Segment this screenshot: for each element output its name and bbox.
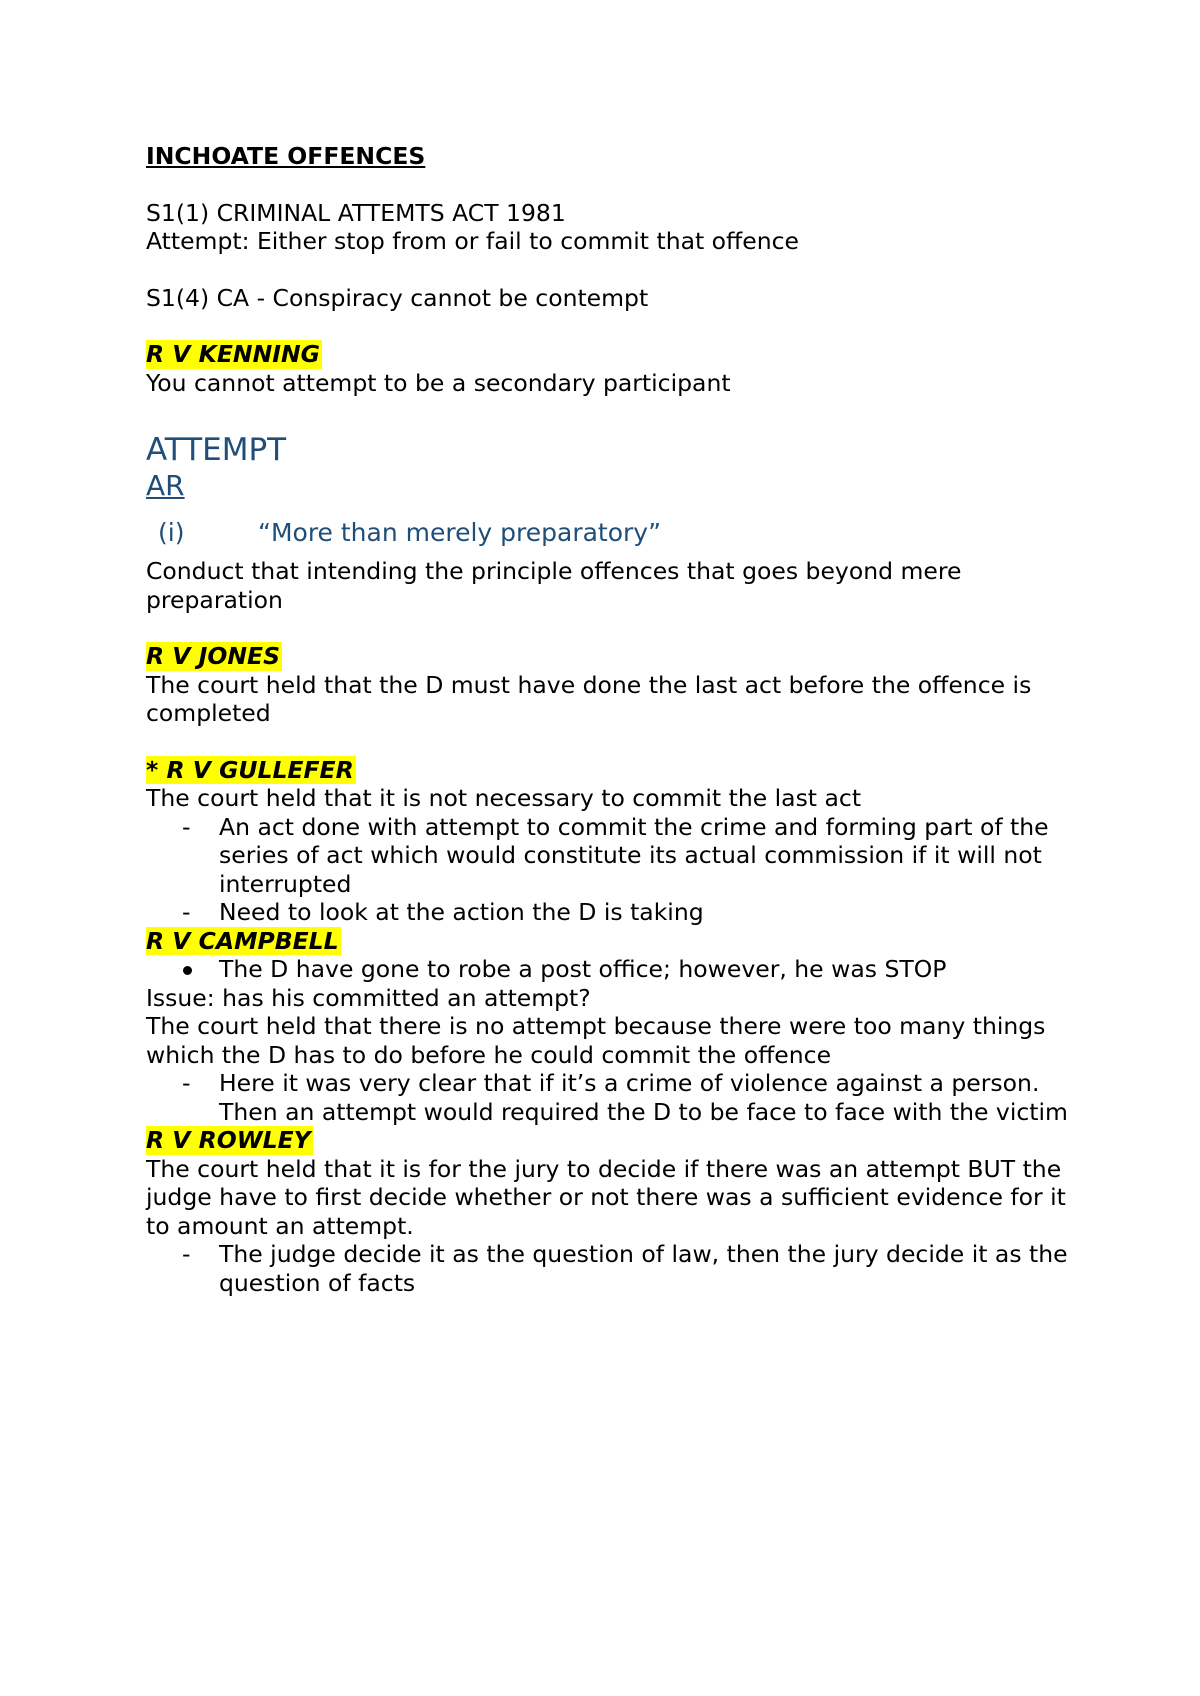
list-item-text: An act done with attempt to commit the crime and forming part of the series of act which would constitute its actual commission if it will not interrupted (219, 812, 1049, 898)
dash-icon: - (182, 1069, 191, 1097)
case-name-jones: R V JONES (146, 642, 281, 670)
dash-icon: - (182, 1240, 191, 1268)
list-item (146, 955, 1076, 984)
conspiracy-note: S1(4) CA - Conspiracy cannot be contempt (146, 283, 649, 312)
dash-icon: - (182, 812, 191, 841)
rowley-dash-list (146, 1240, 1076, 1297)
gullefer-bullet-list (146, 813, 1076, 927)
list-item-text: Need to look at the action the D is taking (219, 898, 704, 926)
heading-ar: AR (146, 469, 185, 502)
gullefer-text: The court held that it is not necessary to commit the last act (146, 784, 862, 812)
rowley-text: The court held that it is for the jury to decide if there was an attempt BUT the judge have to first decide whether or not there was a sufficient evidence for it to amount an attempt. (146, 1154, 1066, 1240)
sub-heading-preparatory (146, 517, 1076, 549)
list-item-text: The judge decide it as the question of law, then the jury decide it as the question of facts (219, 1240, 1068, 1297)
campbell-text: The court held that there is no attempt because there were too many things which the D has to do before he could commit the offence (146, 1012, 1046, 1069)
kenning-text: You cannot attempt to be a secondary participant (146, 368, 731, 397)
bullet-dot-icon (183, 966, 192, 975)
case-heading-gullefer (146, 756, 1076, 785)
list-item-text: Here it was very clear that if it’s a crime of violence against a person. Then an attempt would required the D to be face to face with the victim (219, 1069, 1068, 1126)
list-item (146, 1240, 1076, 1297)
case-heading-campbell (146, 927, 1076, 956)
attempt-definition: Attempt: Either stop from or fail to commit that offence (146, 227, 799, 255)
list-item (146, 813, 1076, 899)
heading-attempt: ATTEMPT (146, 432, 287, 468)
case-name-gullefer: * R V GULLEFER (146, 755, 354, 784)
dash-icon: - (182, 898, 191, 926)
case-name-campbell: R V CAMPBELL (146, 926, 339, 955)
list-item-text: The D have gone to robe a post office; however, he was STOP (219, 955, 947, 983)
sub-heading-number: (i) (158, 518, 185, 547)
campbell-issue: Issue: has his committed an attempt? (146, 983, 591, 1012)
case-heading-kenning (146, 340, 1076, 369)
campbell-bullet-list (146, 955, 1076, 984)
jones-text: The court held that the D must have done the last act before the offence is completed (146, 670, 1032, 727)
document-page (146, 142, 1076, 1297)
conduct-text: Conduct that intending the principle offences that goes beyond mere preparation (146, 557, 962, 614)
document-title: INCHOATE OFFENCES (146, 142, 426, 170)
list-item (146, 1069, 1076, 1126)
list-item (146, 898, 1076, 927)
sub-heading-text: “More than merely preparatory” (258, 518, 662, 547)
case-name-kenning: R V KENNING (146, 340, 320, 368)
campbell-dash-list (146, 1069, 1076, 1126)
case-heading-jones (146, 642, 1076, 671)
case-heading-rowley (146, 1126, 1076, 1155)
case-name-rowley: R V ROWLEY (146, 1126, 311, 1154)
act-reference: S1(1) CRIMINAL ATTEMTS ACT 1981 (146, 198, 566, 227)
